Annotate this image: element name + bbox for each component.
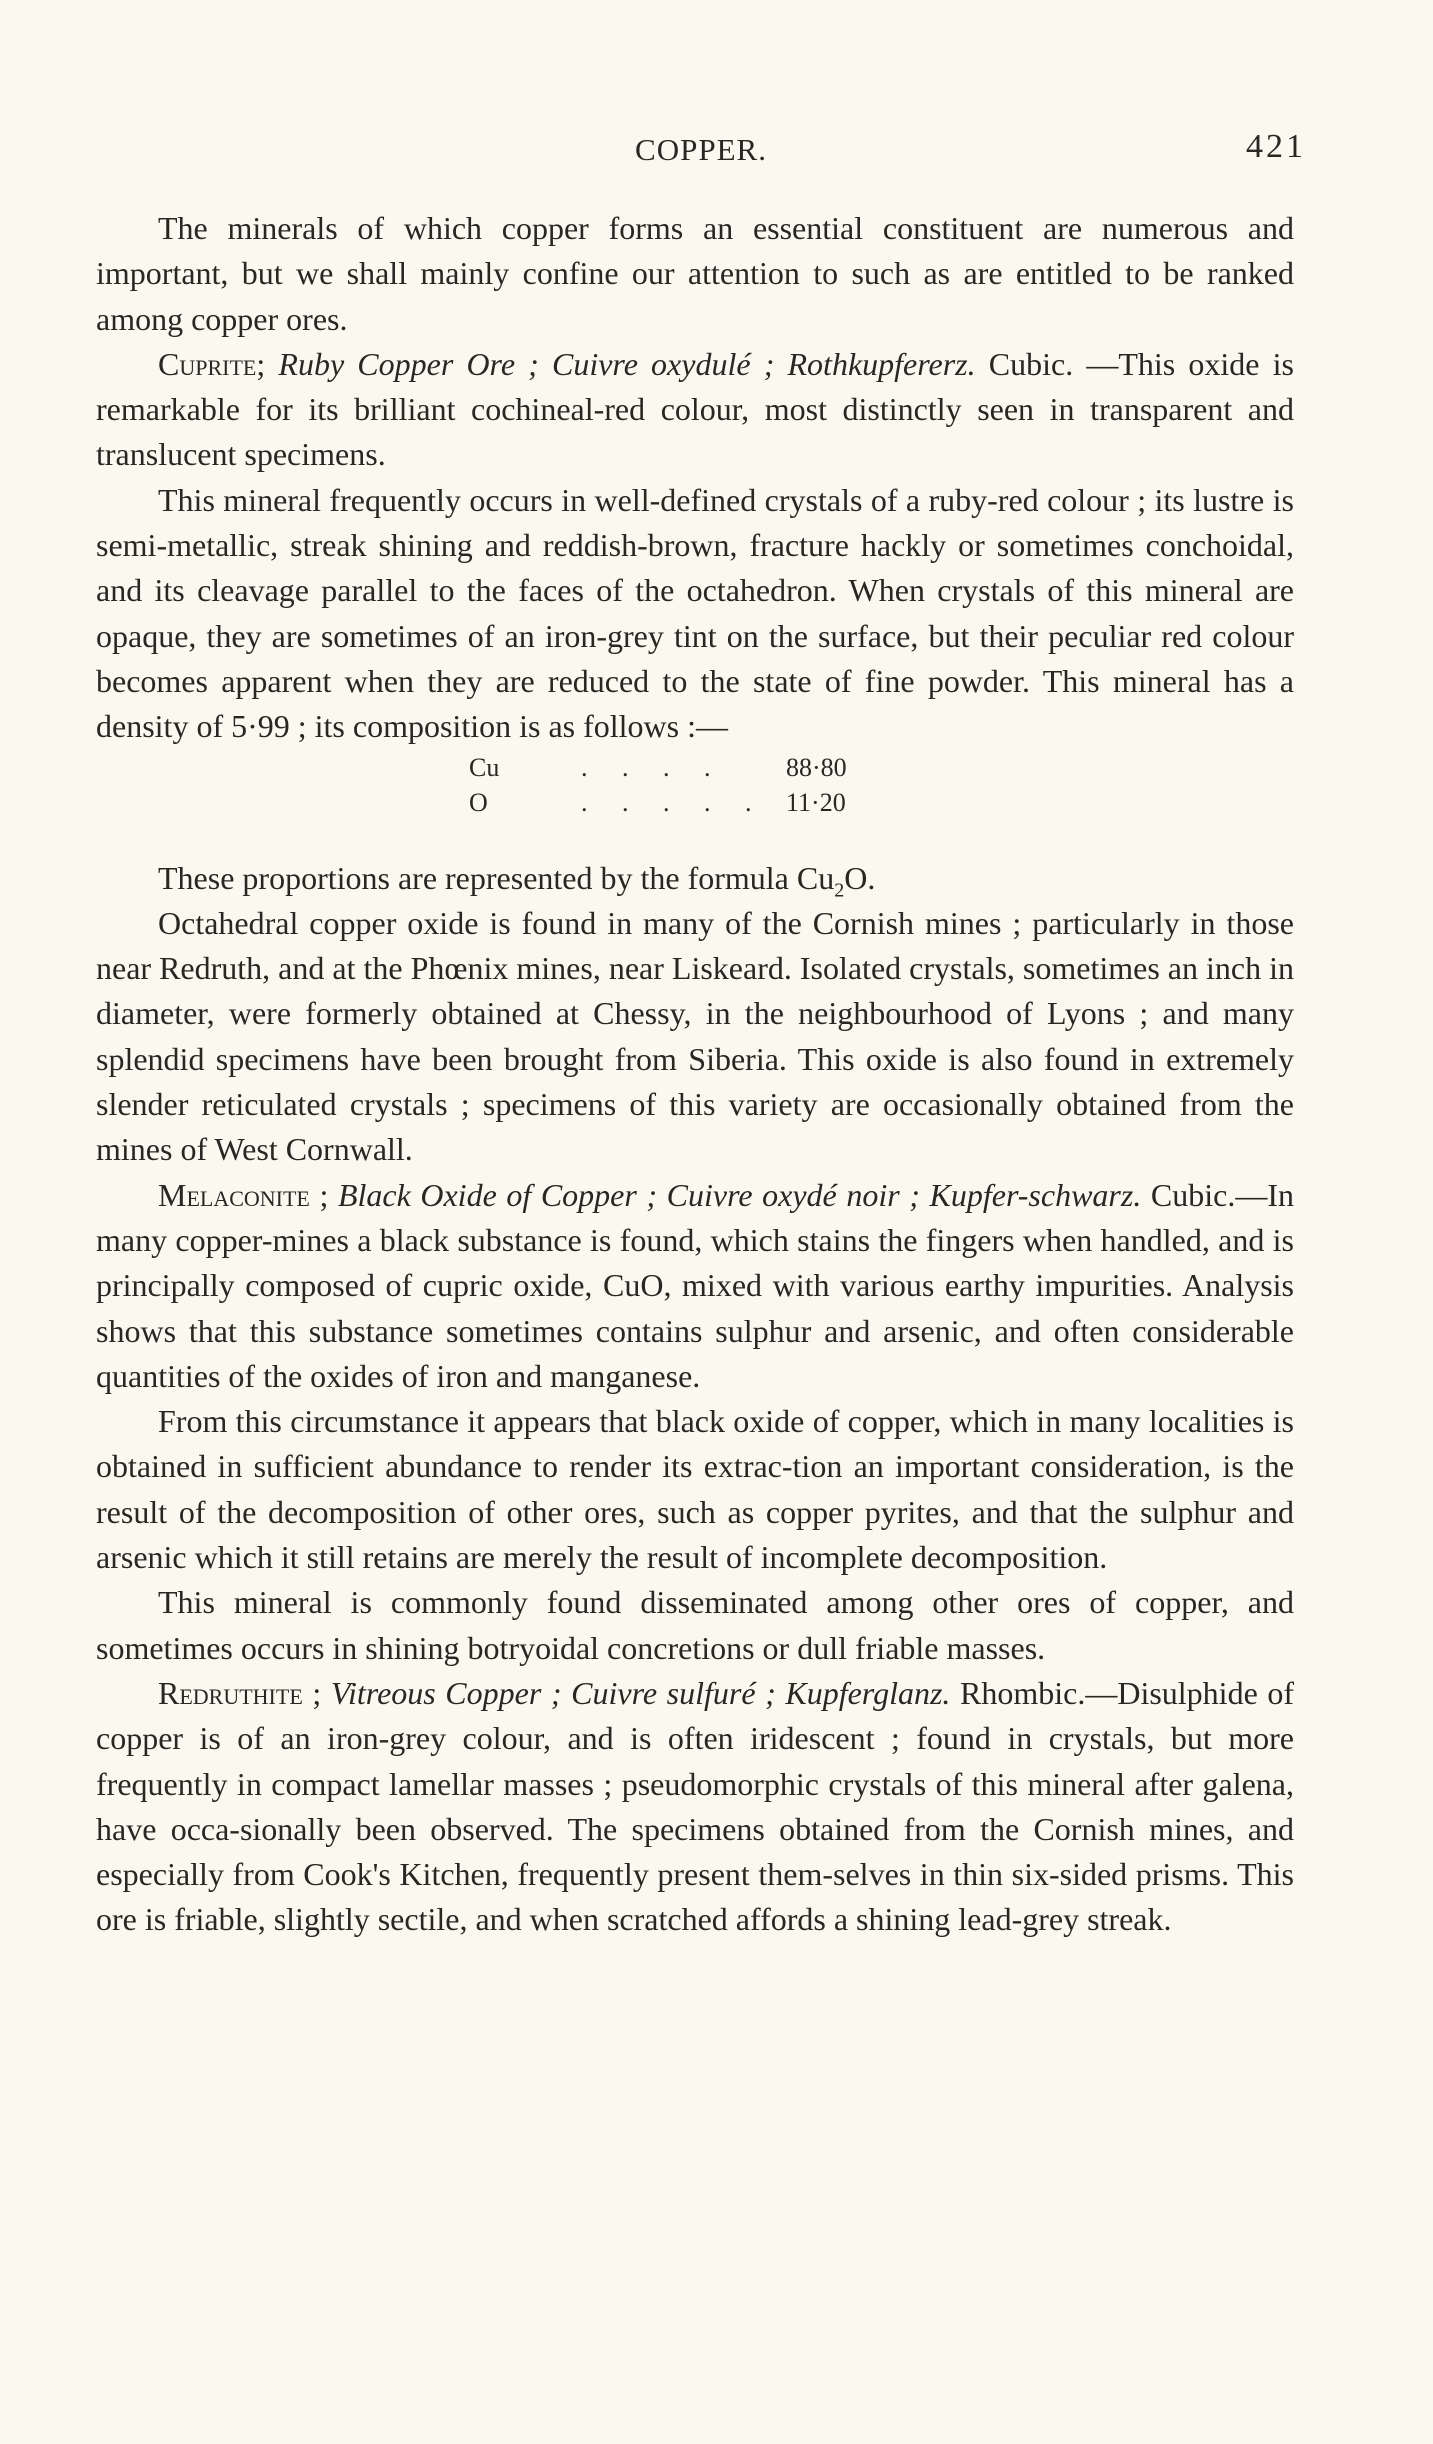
mineral-synonyms: Ruby Copper Ore ; Cuivre oxydulé ; Rothkupfererz. xyxy=(278,345,976,382)
paragraph-melaconite xyxy=(96,1173,1294,1399)
mineral-name: Redruthite xyxy=(158,1674,303,1711)
mineral-synonyms: Vitreous Copper ; Cuivre sulfuré ; Kupferglanz. xyxy=(330,1674,951,1711)
separator: ; xyxy=(302,1674,331,1711)
composition-row xyxy=(96,785,1294,820)
paragraph-cuprite-description: This mineral frequently occurs in well-defined crystals of a ruby-red colour ; its lustre is semi-metallic, streak shining and reddish-brown, fracture hackly or sometimes conchoidal, and its cleavage parallel to the faces of the octahedron. When crystals of this mineral are opaque, they are sometimes of an iron-grey tint on the surface, but their peculiar red colour becomes apparent when they are reduced to the state of fine powder. This mineral has a density of 5·99 ; its composition is as follows :— xyxy=(96,481,1294,745)
paragraph-formula xyxy=(96,856,1294,901)
leader-dots: . . . . xyxy=(581,752,725,782)
paragraph-occurrence: This mineral is commonly found disseminated among other ores of copper, and sometimes occurs in shining botryoidal concretions or dull friable masses. xyxy=(96,1584,1294,1666)
paragraph-text: Cubic. —This oxide is remarkable for its brilliant cochineal-red colour, most distinctly seen in transparent and translucent specimens. xyxy=(96,345,1295,473)
formula-end: O. xyxy=(844,859,876,896)
paragraph-redruthite xyxy=(96,1671,1294,1943)
mineral-name: Cuprite xyxy=(158,345,257,382)
page-number: 421 xyxy=(1246,128,1306,165)
paragraph-cuprite xyxy=(96,342,1294,478)
element-percentage: 88·80 xyxy=(786,752,847,782)
element-symbol: Cu xyxy=(469,752,500,782)
mineral-synonyms: Black Oxide of Copper ; Cuivre oxydé noir ; Kupfer-schwarz. xyxy=(337,1176,1142,1213)
page-header xyxy=(96,128,1306,178)
mineral-name: Melaconite xyxy=(158,1176,310,1213)
composition-row xyxy=(96,750,1294,785)
running-head: COPPER. xyxy=(635,132,767,167)
paragraph-text: Cubic.—In many copper-mines a black substance is found, which stains the fingers when handled, and is principally composed of cupric oxide, CuO, mixed with various earthy impurities. Analysis shows that this substance sometimes contains sulphur and arsenic, and often considerable quantities of the oxides of iron and manganese. xyxy=(96,1176,1295,1394)
element-symbol: O xyxy=(469,787,488,817)
paragraph-text: Rhombic.—Disulphide of copper is of an iron-grey colour, and is often iridescent ; found in crystals, but more frequently in compact lamellar masses ; pseudomorphic crystals of this mineral after galena, have occa-sionally been observed. The specimens obtained from the Cornish mines, and especially from Cook's Kitchen, frequently present them-selves in thin six-sided prisms. This ore is friable, slightly sectile, and when scratched affords a shining lead-grey streak. xyxy=(96,1674,1295,1938)
leader-dots: . . . . . xyxy=(581,787,766,817)
element-percentage: 11·20 xyxy=(786,787,846,817)
composition-table xyxy=(96,750,1294,820)
body-text xyxy=(96,206,1294,1943)
formula-text: These proportions are represented by the formula Cu xyxy=(158,859,835,896)
paragraph-decomposition: From this circumstance it appears that black oxide of copper, which in many localities is obtained in sufficient abundance to render its extrac-tion an important consideration, is the result of the decomposition of other ores, such as copper pyrites, and that the sulphur and arsenic which it still retains are merely the result of incomplete decomposition. xyxy=(96,1403,1294,1576)
paragraph-localities: Octahedral copper oxide is found in many of the Cornish mines ; particularly in those near Redruth, and at the Phœnix mines, near Liskeard. Isolated crystals, sometimes an inch in diameter, were formerly obtained at Chessy, in the neighbourhood of Lyons ; and many splendid specimens have been brought from Siberia. This oxide is also found in extremely slender reticulated crystals ; specimens of this variety are occasionally obtained from the mines of West Cornwall. xyxy=(96,904,1294,1168)
separator: ; xyxy=(256,345,279,382)
separator: ; xyxy=(309,1176,338,1213)
formula-subscript: 2 xyxy=(834,878,845,901)
paragraph-intro: The minerals of which copper forms an essential constituent are numerous and important, but we shall mainly confine our attention to such as are entitled to be ranked among copper ores. xyxy=(96,210,1294,337)
